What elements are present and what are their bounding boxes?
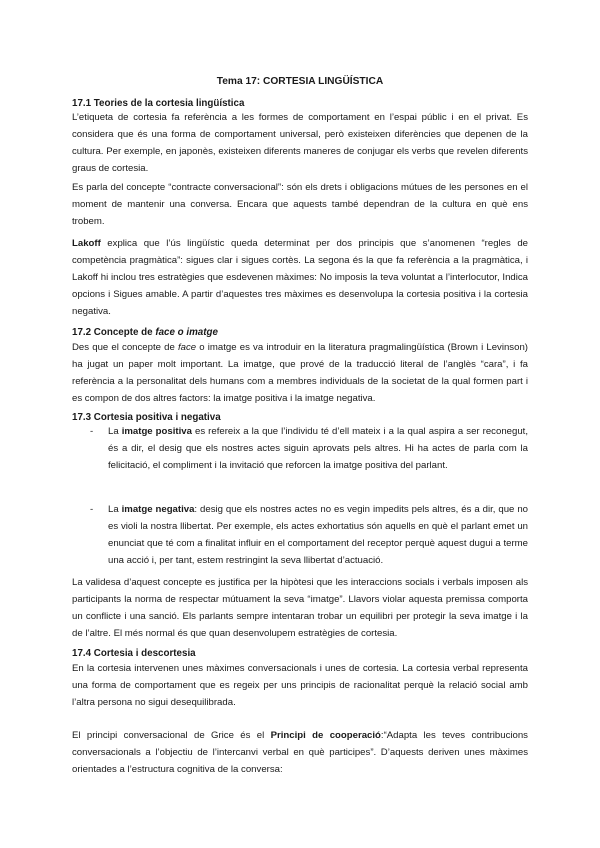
face-term: face [177, 342, 197, 353]
paragraph-face [72, 340, 528, 408]
lakoff-text: explica que l’ús lingüístic queda determinat per dos principis que s’anomenen “regles de competència pragmàtica”: sigues clar i sigues cortès. La segona és la que fa referència a la pragmàtica, i Lakoff hi inclou tres estratègies que esdevenen màximes: No imposis la teva voluntat a l’interlocutor, Indica opcions i Sigues amable. A partir d’aquestes tres màximes es desenvolupa la cortesia positiva i la cortesia negativa. [72, 238, 528, 317]
b2-term: imatge negativa [121, 504, 195, 515]
grice-text-b: :“Adapta les teves contribucions conversacionals a l’objectiu de l’intercanvi verbal en què participes”. D’aquests deriven unes màximes orientades a l’estructura cognitiva de la conversa: [72, 730, 528, 775]
paragraph-etiqueta: L’etiqueta de cortesia fa referència a les formes de comportament en l’espai públic i en el privat. Es considera que és una forma de comportament universal, però existeixen diferències que depenen de la cultura. Per exemple, en japonès, existeixen diferents maneres de conjugar els verbs que revelen diferents graus de cortesia. [72, 112, 528, 174]
bullet-marker: - [90, 504, 94, 515]
section-heading-17-4: 17.4 Cortesia i descortesia [72, 648, 196, 659]
paragraph-validesa: La validesa d’aquest concepte es justifica per la hipòtesi que les interaccions socials i verbals imposen als participants la norma de respectar mútuament la seva “imatge”. Llavors violar aquesta premissa comporta un conflicte i una sanció. Els parlants sempre intentaran trobar un equilibri per protegir la seva imatge i la de l’altre. El més normal és que quan desenvolupem estratègies de cortesia. [72, 577, 528, 639]
b1-text-a: La [108, 426, 122, 437]
face-text-a: Des que el concepte de [72, 342, 178, 353]
heading-17-2-text: 17.2 Concepte de [72, 327, 156, 338]
grice-principle: Principi de cooperació [270, 730, 381, 741]
b2-text-b: : desig que els nostres actes no es vegin impedits pels altres, és a dir, que no es violi la nostra llibertat. Per exemple, els actes exhortatius són aquells en què el parlant emet un enunciat que té com a finalitat influir en el comportament del receptor perquè aquest dugui a terme una acció i, per tant, estem restringint la seva llibertat d’actuació. [108, 504, 528, 566]
b1-text-b: es refereix a la que l’individu té d’ell mateix i a la qual aspira a ser reconegut, és a dir, el desig que els nostres actes siguin aprovats pels altres. Hi ha actes de parla com la felicitació, el compliment i la invitació que reforcen la imatge positiva del parlant. [108, 426, 528, 471]
paragraph-lakoff [72, 236, 528, 321]
lakoff-name: Lakoff [72, 238, 101, 249]
heading-17-2-italic: face o imatge [155, 327, 218, 338]
document-title: Tema 17: CORTESIA LINGÜÍSTICA [216, 76, 384, 87]
bullet-marker: - [90, 426, 94, 437]
section-heading-17-1: 17.1 Teories de la cortesia lingüística [72, 98, 245, 109]
grice-text-a: El principi conversacional de Grice és el [72, 730, 271, 741]
paragraph-grice [72, 728, 528, 779]
face-text-b: o imatge es va introduir en la literatura pragmalingüística (Brown i Levinson) ha jugat un paper molt important. La imatge, que prové de la traducció literal de l’anglès “cara”, i fa referència a la personalitat dels humans com a membres individuals de la societat de la qual formen part i es compon de dos altres factors: la imatge positiva i la imatge negativa. [72, 342, 528, 404]
bullet-imatge-negativa [108, 502, 528, 570]
b1-term: imatge positiva [121, 426, 192, 437]
paragraph-contracte: Es parla del concepte “contracte conversacional”: són els drets i obligacions mútues de les persones en el moment de mantenir una conversa. Encara que aquests també dependran de la cultura en què ens trobem. [72, 182, 528, 227]
b2-text-a: La [108, 504, 122, 515]
paragraph-cortesia-verbal: En la cortesia intervenen unes màximes conversacionals i unes de cortesia. La cortesia verbal representa una forma de comportament que es regeix per uns principis de racionalitat perquè la relació social amb l’altra persona no sigui desequilibrada. [72, 663, 528, 708]
bullet-imatge-positiva [108, 424, 528, 475]
section-heading-17-3: 17.3 Cortesia positiva i negativa [72, 412, 221, 423]
